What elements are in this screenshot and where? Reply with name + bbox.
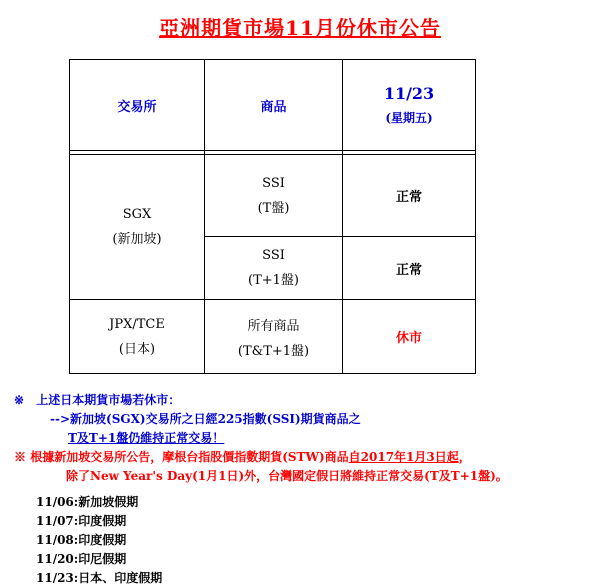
status-cell: 正常 xyxy=(343,237,476,300)
header-weekday: (星期五) xyxy=(385,111,433,125)
header-date-value: 11/23 xyxy=(383,84,435,103)
exchange-jpx xyxy=(70,300,205,374)
product-cell xyxy=(205,237,343,300)
product-session: (T&T+1盤) xyxy=(237,343,310,359)
list-item: 11/20:印尼假期 xyxy=(36,552,127,566)
product-session: (T+1盤) xyxy=(248,273,299,288)
note-2-line-2: 除了New Year's Day(1月1日)外，台灣國定假日將維持正常交易(T及T+1盤)。 xyxy=(66,469,508,483)
note-1-line-2: -->新加坡(SGX)交易所之日經225指數(SSI)期貨商品之 xyxy=(50,412,361,426)
page-title: 亞洲期貨市場11月份休市公告 xyxy=(159,16,441,40)
note-2 xyxy=(14,448,508,467)
note-comma: ， xyxy=(458,450,471,464)
exchange-sgx xyxy=(70,155,205,300)
note-text: 根據新加坡交易所公告，摩根台指股價指數期貨(STW)商品 xyxy=(30,450,349,464)
holiday-table xyxy=(69,59,476,374)
product-cell xyxy=(205,155,343,237)
list-item: 11/07:印度假期 xyxy=(36,514,127,528)
table-row xyxy=(70,300,476,374)
product-name: SSI xyxy=(262,248,285,263)
list-item: 11/08:印度假期 xyxy=(36,533,127,547)
product-name: SSI xyxy=(262,175,285,191)
list-item: 11/06:新加坡假期 xyxy=(36,495,139,509)
note-mark: ※ xyxy=(14,393,25,407)
holiday-list xyxy=(36,493,162,588)
note-date: 自2017年1月3日起 xyxy=(348,450,459,464)
product-name: 所有商品 xyxy=(247,318,300,334)
product-session: (T盤) xyxy=(257,200,290,216)
notes-section xyxy=(14,391,508,486)
exchange-name: SGX xyxy=(122,207,152,222)
list-item: 11/23:日本、印度假期 xyxy=(36,571,163,585)
status-cell: 正常 xyxy=(343,155,476,237)
table-header-row xyxy=(70,60,476,151)
header-product: 商品 xyxy=(205,60,343,151)
status-cell-closed: 休市 xyxy=(343,300,476,374)
note-1 xyxy=(14,391,508,410)
table-row xyxy=(70,155,476,237)
note-1-line-3: T及T+1盤仍維持正常交易！ xyxy=(68,431,225,445)
product-cell xyxy=(205,300,343,374)
exchange-country: (新加坡) xyxy=(112,232,162,247)
exchange-country: (日本) xyxy=(118,341,156,357)
header-date xyxy=(343,60,476,151)
exchange-name: JPX/TCE xyxy=(109,316,165,332)
header-exchange: 交易所 xyxy=(70,60,205,151)
note-text: 上述日本期貨市場若休市： xyxy=(36,393,181,407)
note-mark: ※ xyxy=(14,450,27,464)
